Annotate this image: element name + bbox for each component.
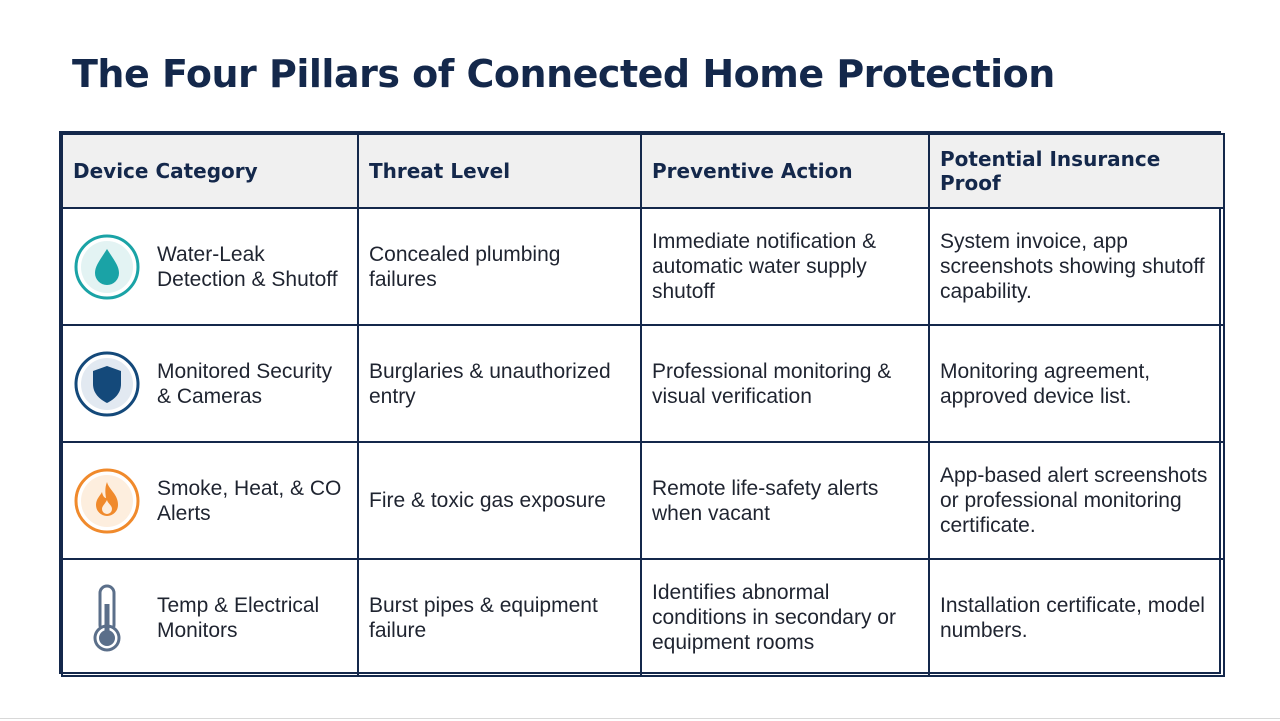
column-header-preventive-action: Preventive Action [641, 134, 929, 208]
thermometer-icon [73, 584, 141, 652]
table-row [62, 325, 1224, 442]
footer-divider [0, 718, 1280, 719]
threat-cell: Burglaries & unauthorized entry [358, 325, 641, 442]
table-header-row [62, 134, 1224, 208]
device-category-cell [62, 325, 358, 442]
column-header-device-category: Device Category [62, 134, 358, 208]
column-header-insurance-proof: Potential Insurance Proof [929, 134, 1224, 208]
action-cell: Identifies abnormal conditions in secondary or equipment rooms [641, 559, 929, 676]
shield-icon [73, 350, 141, 418]
device-category-cell [62, 208, 358, 325]
action-cell: Professional monitoring & visual verification [641, 325, 929, 442]
threat-cell: Concealed plumbing failures [358, 208, 641, 325]
proof-cell: System invoice, app screenshots showing shutoff capability. [929, 208, 1224, 325]
threat-cell: Fire & toxic gas exposure [358, 442, 641, 559]
category-label: Smoke, Heat, & CO Alerts [157, 476, 342, 525]
flame-icon [73, 467, 141, 535]
table-row [62, 442, 1224, 559]
action-cell: Remote life-safety alerts when vacant [641, 442, 929, 559]
pillars-table [59, 131, 1221, 674]
water-drop-icon [73, 233, 141, 301]
threat-cell: Burst pipes & equipment failure [358, 559, 641, 676]
action-cell: Immediate notification & automatic water supply shutoff [641, 208, 929, 325]
device-category-cell [62, 442, 358, 559]
device-category-cell [62, 559, 358, 676]
proof-cell: Monitoring agreement, approved device list. [929, 325, 1224, 442]
category-label: Temp & Electrical Monitors [157, 593, 320, 642]
category-label: Water-Leak Detection & Shutoff [157, 242, 338, 291]
table-row [62, 559, 1224, 676]
proof-cell: Installation certificate, model numbers. [929, 559, 1224, 676]
column-header-threat-level: Threat Level [358, 134, 641, 208]
table-row [62, 208, 1224, 325]
proof-cell: App-based alert screenshots or professional monitoring certificate. [929, 442, 1224, 559]
page-title: The Four Pillars of Connected Home Protection [72, 52, 1055, 96]
category-label: Monitored Security & Cameras [157, 359, 333, 408]
